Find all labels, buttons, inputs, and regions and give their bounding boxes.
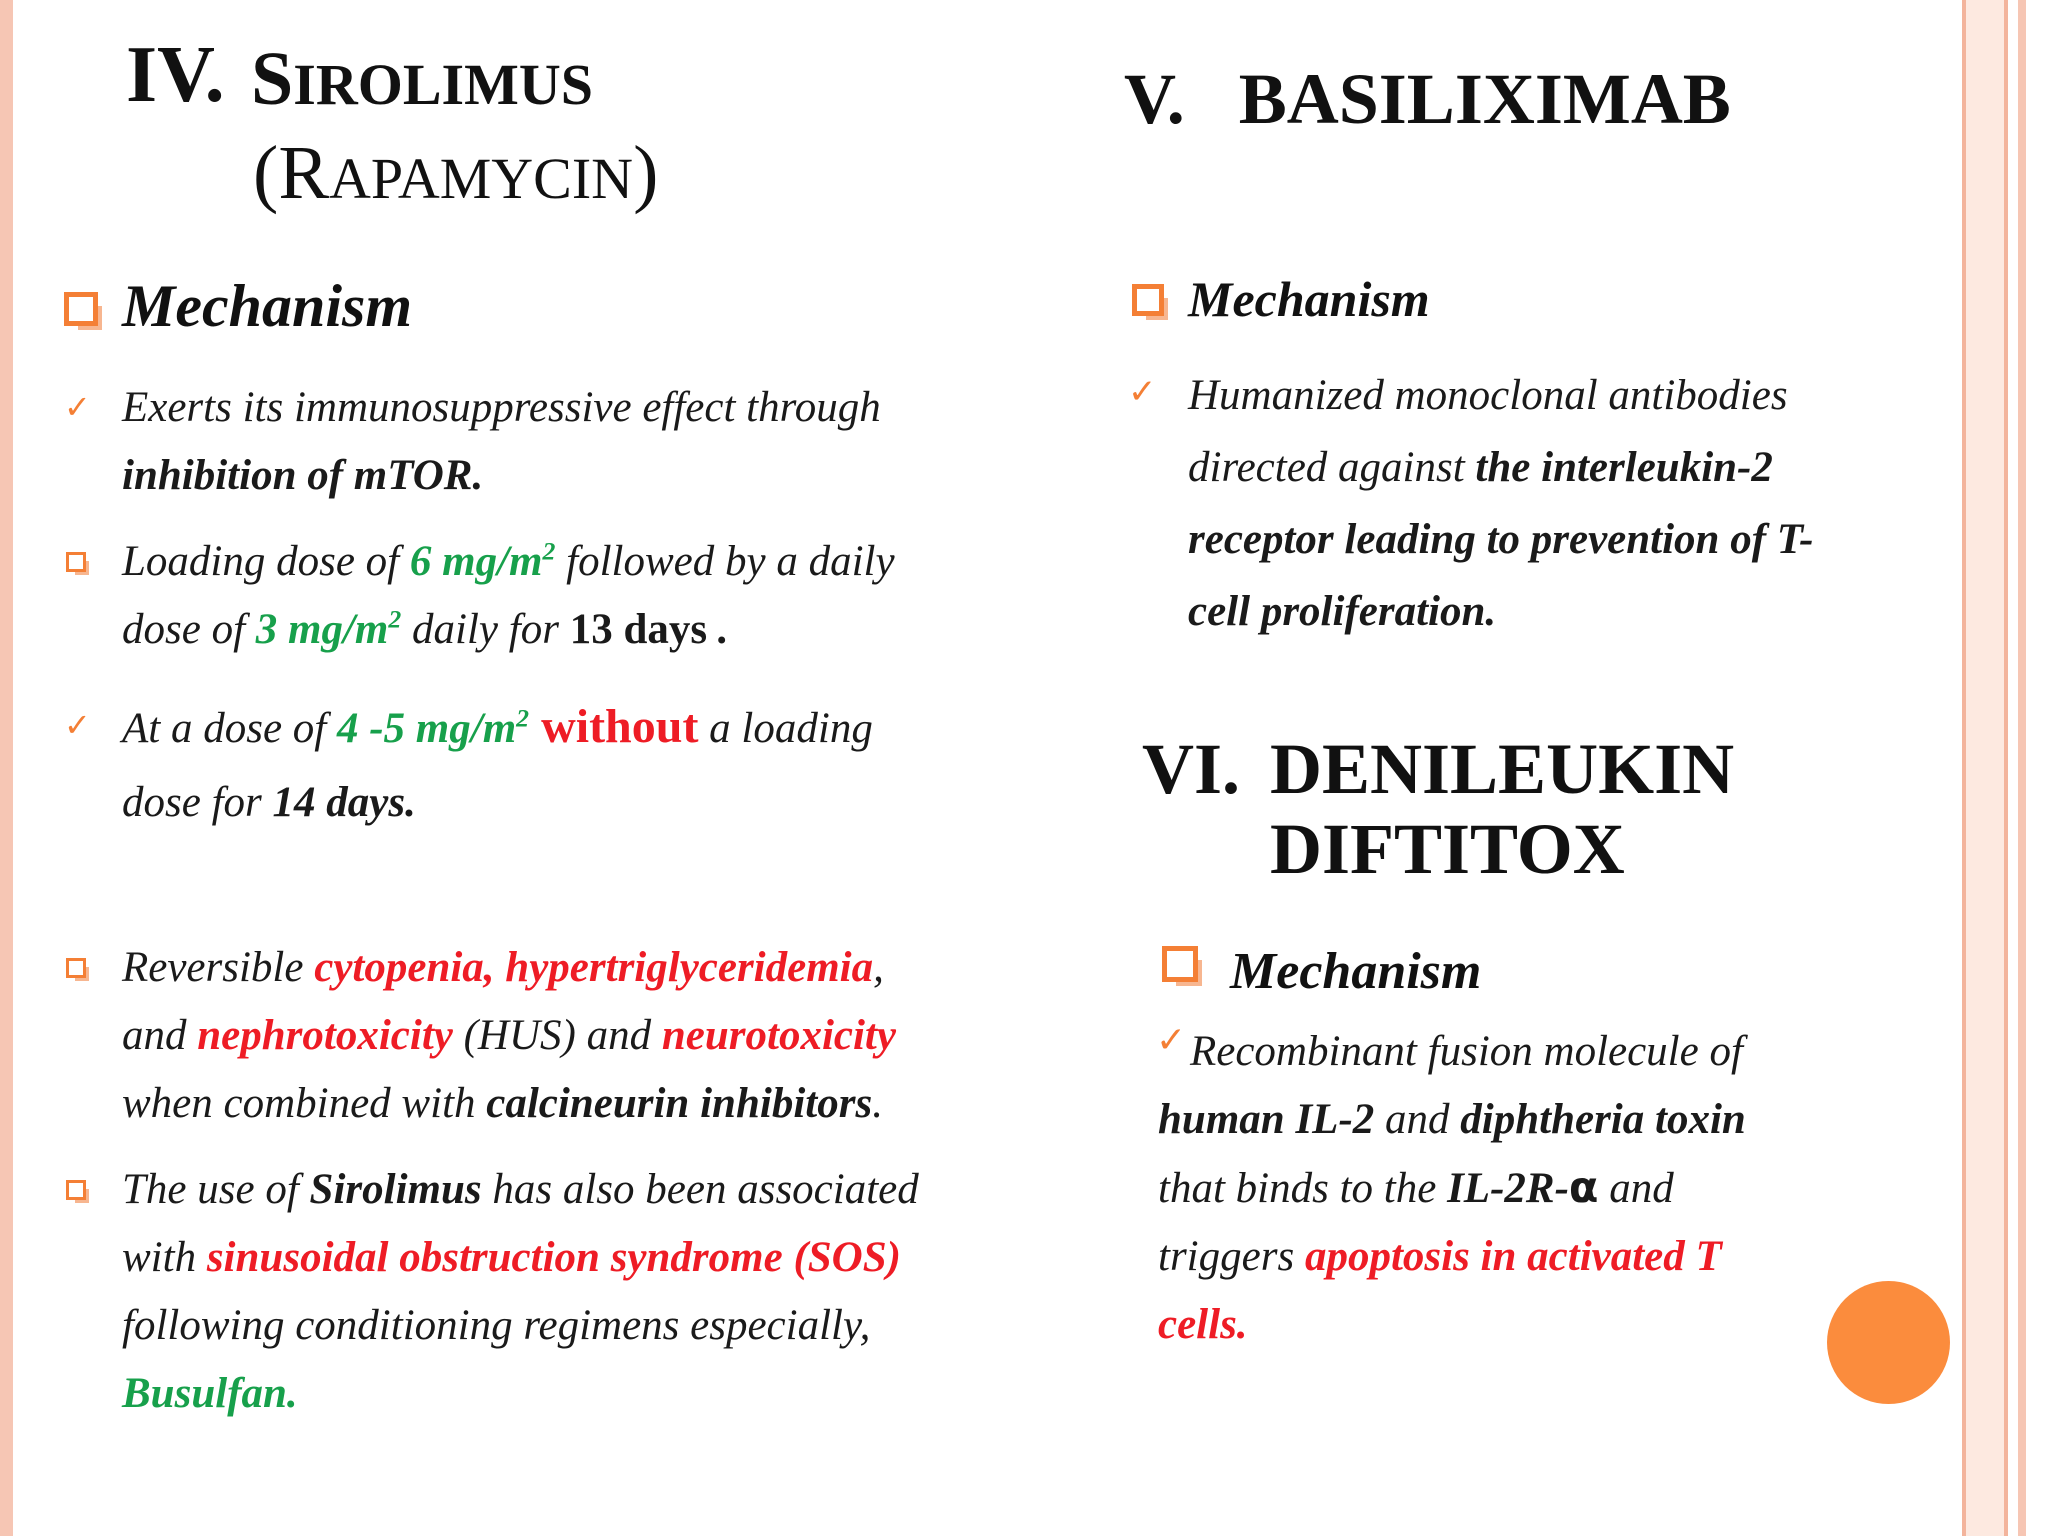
decorative-orange-circle xyxy=(1827,1281,1950,1404)
basiliximab-mechanism-heading: Mechanism xyxy=(1188,271,1430,327)
left-border-band xyxy=(0,0,13,1536)
square-bullet-icon xyxy=(1162,946,1198,982)
denileukin-mechanism-text: human IL-2 and diphtheria toxin that binds to the IL-2R-α and triggers apoptosis in activated T cells. xyxy=(1158,1096,1746,1348)
denileukin-title-numeral: VI. xyxy=(1142,729,1241,809)
sirolimus-item-mtor: Exerts its immunosuppressive effect through inhibition of mTOR. xyxy=(122,384,881,499)
check-icon: ✓ xyxy=(64,388,91,426)
basiliximab-title: V. BASILIXIMAB xyxy=(1124,59,1731,139)
denileukin-mechanism-heading: Mechanism xyxy=(1230,943,1482,1000)
sirolimus-item-no-loading: At a dose of 4 -5 $mg/m^2$ without a loading dose for 14 days. xyxy=(122,700,873,826)
denileukin-title-line1: DENILEUKIN xyxy=(1270,729,1735,809)
square-bullet-icon xyxy=(66,958,86,978)
sirolimus-item-loading-dose: Loading dose of 6 $mg/m^2$ followed by a daily dose of 3 $mg/m^2$ daily for 13 days . xyxy=(122,536,895,653)
check-icon: ✓ xyxy=(1128,372,1157,412)
sirolimus-item-toxicity: Reversible cytopenia, hypertriglyceridemia, and nephrotoxicity (HUS) and neurotoxicity when combined with calcineurin inhibitors. xyxy=(122,944,896,1127)
denileukin-title-line2: DIFTITOX xyxy=(1270,809,1625,889)
sirolimus-mechanism-heading: Mechanism xyxy=(122,273,413,339)
right-border-line xyxy=(2004,0,2008,1536)
denileukin-line-1: Recombinant fusion molecule of xyxy=(1190,1028,1743,1075)
check-icon: ✓ xyxy=(64,706,91,744)
sirolimus-title-numeral: IV. xyxy=(126,31,225,119)
square-bullet-icon xyxy=(66,1180,86,1200)
right-border-line xyxy=(2018,0,2026,1536)
basiliximab-mechanism-text: Humanized monoclonal antibodies directed against the interleukin-2 receptor leading to prevention of T- cell proliferation. xyxy=(1188,372,1814,635)
sirolimus-title-line1: SIROLIMUS xyxy=(251,37,593,121)
check-icon: ✓ xyxy=(1156,1020,1187,1061)
right-border-band xyxy=(1966,0,2004,1536)
sirolimus-title-line2: (RAPAMYCIN) xyxy=(253,131,659,215)
square-bullet-icon xyxy=(64,292,98,326)
square-bullet-icon xyxy=(66,552,86,572)
square-bullet-icon xyxy=(1132,284,1164,316)
sirolimus-item-sos: The use of Sirolimus has also been associated with sinusoidal obstruction syndrome (SOS) following conditioning regimens especially, Busulfan. xyxy=(122,1166,919,1417)
